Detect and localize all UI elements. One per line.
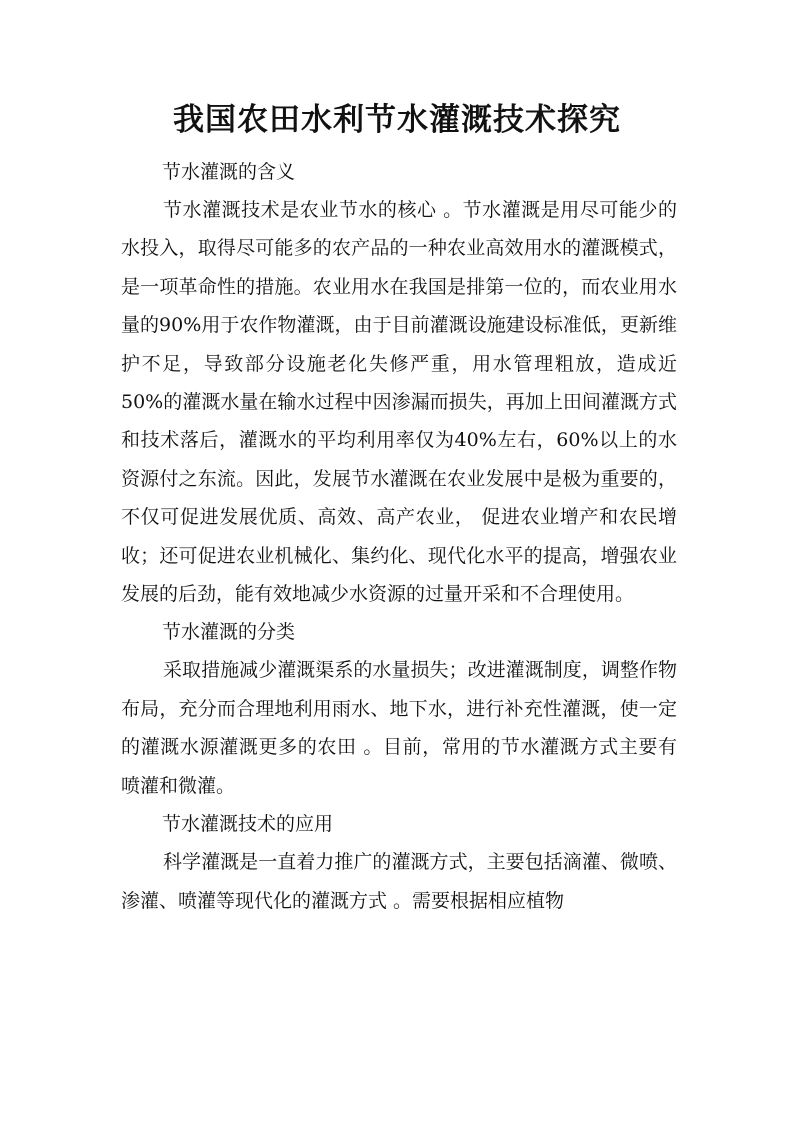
section-heading-application: 节水灌溉技术的应用 — [162, 813, 334, 836]
section-paragraph-meaning: 节水灌溉技术是农业节水的核心 。节水灌溉是用尽可能少的水投入，取得尽可能多的农产品的一种农业高效用水的灌溉模式，是一项革命性的措施。农业用水在我国是排第一位的，而农业用水量的90%用于农作物灌溉，由于目前灌溉设施建设标准低，更新维护不足，导致部分设施老化失修严重，用水管理粗放，造成近 50%的灌溉水量在输水过程中因渗漏而损失，再加上田间灌溉方式和技术落后，灌溉水的平均利用率仅为40%左右，60%以上的水资源付之东流。因此，发展节水灌溉在农业发展中是极为重要的，不仅可促进发展优质、高效、高产农业， 促进农业增产和农民增收；还可促进农业机械化、集约化、现代化水平的提高，增强农业发展的后劲，能有效地减少水资源的过量开采和不合理使用。 — [121, 199, 677, 606]
section-paragraph-classification: 采取措施减少灌溉渠系的水量损失；改进灌溉制度，调整作物布局，充分而合理地利用雨水、地下水，进行补充性灌溉，使一定的灌溉水源灌溉更多的农田 。目前，常用的节水灌溉方式主要有喷灌和微灌。 — [121, 659, 677, 797]
section-heading-meaning: 节水灌溉的含义 — [162, 161, 296, 183]
section-paragraph-application: 科学灌溉是一直着力推广的灌溉方式，主要包括滴灌、微喷、渗灌、喷灌等现代化的灌溉方式 。需要根据相应植物 — [121, 851, 677, 912]
document-title: 我国农田水利节水灌溉技术探究 — [173, 102, 621, 138]
section-heading-classification: 节水灌溉的分类 — [162, 621, 296, 644]
document-body — [121, 153, 677, 920]
